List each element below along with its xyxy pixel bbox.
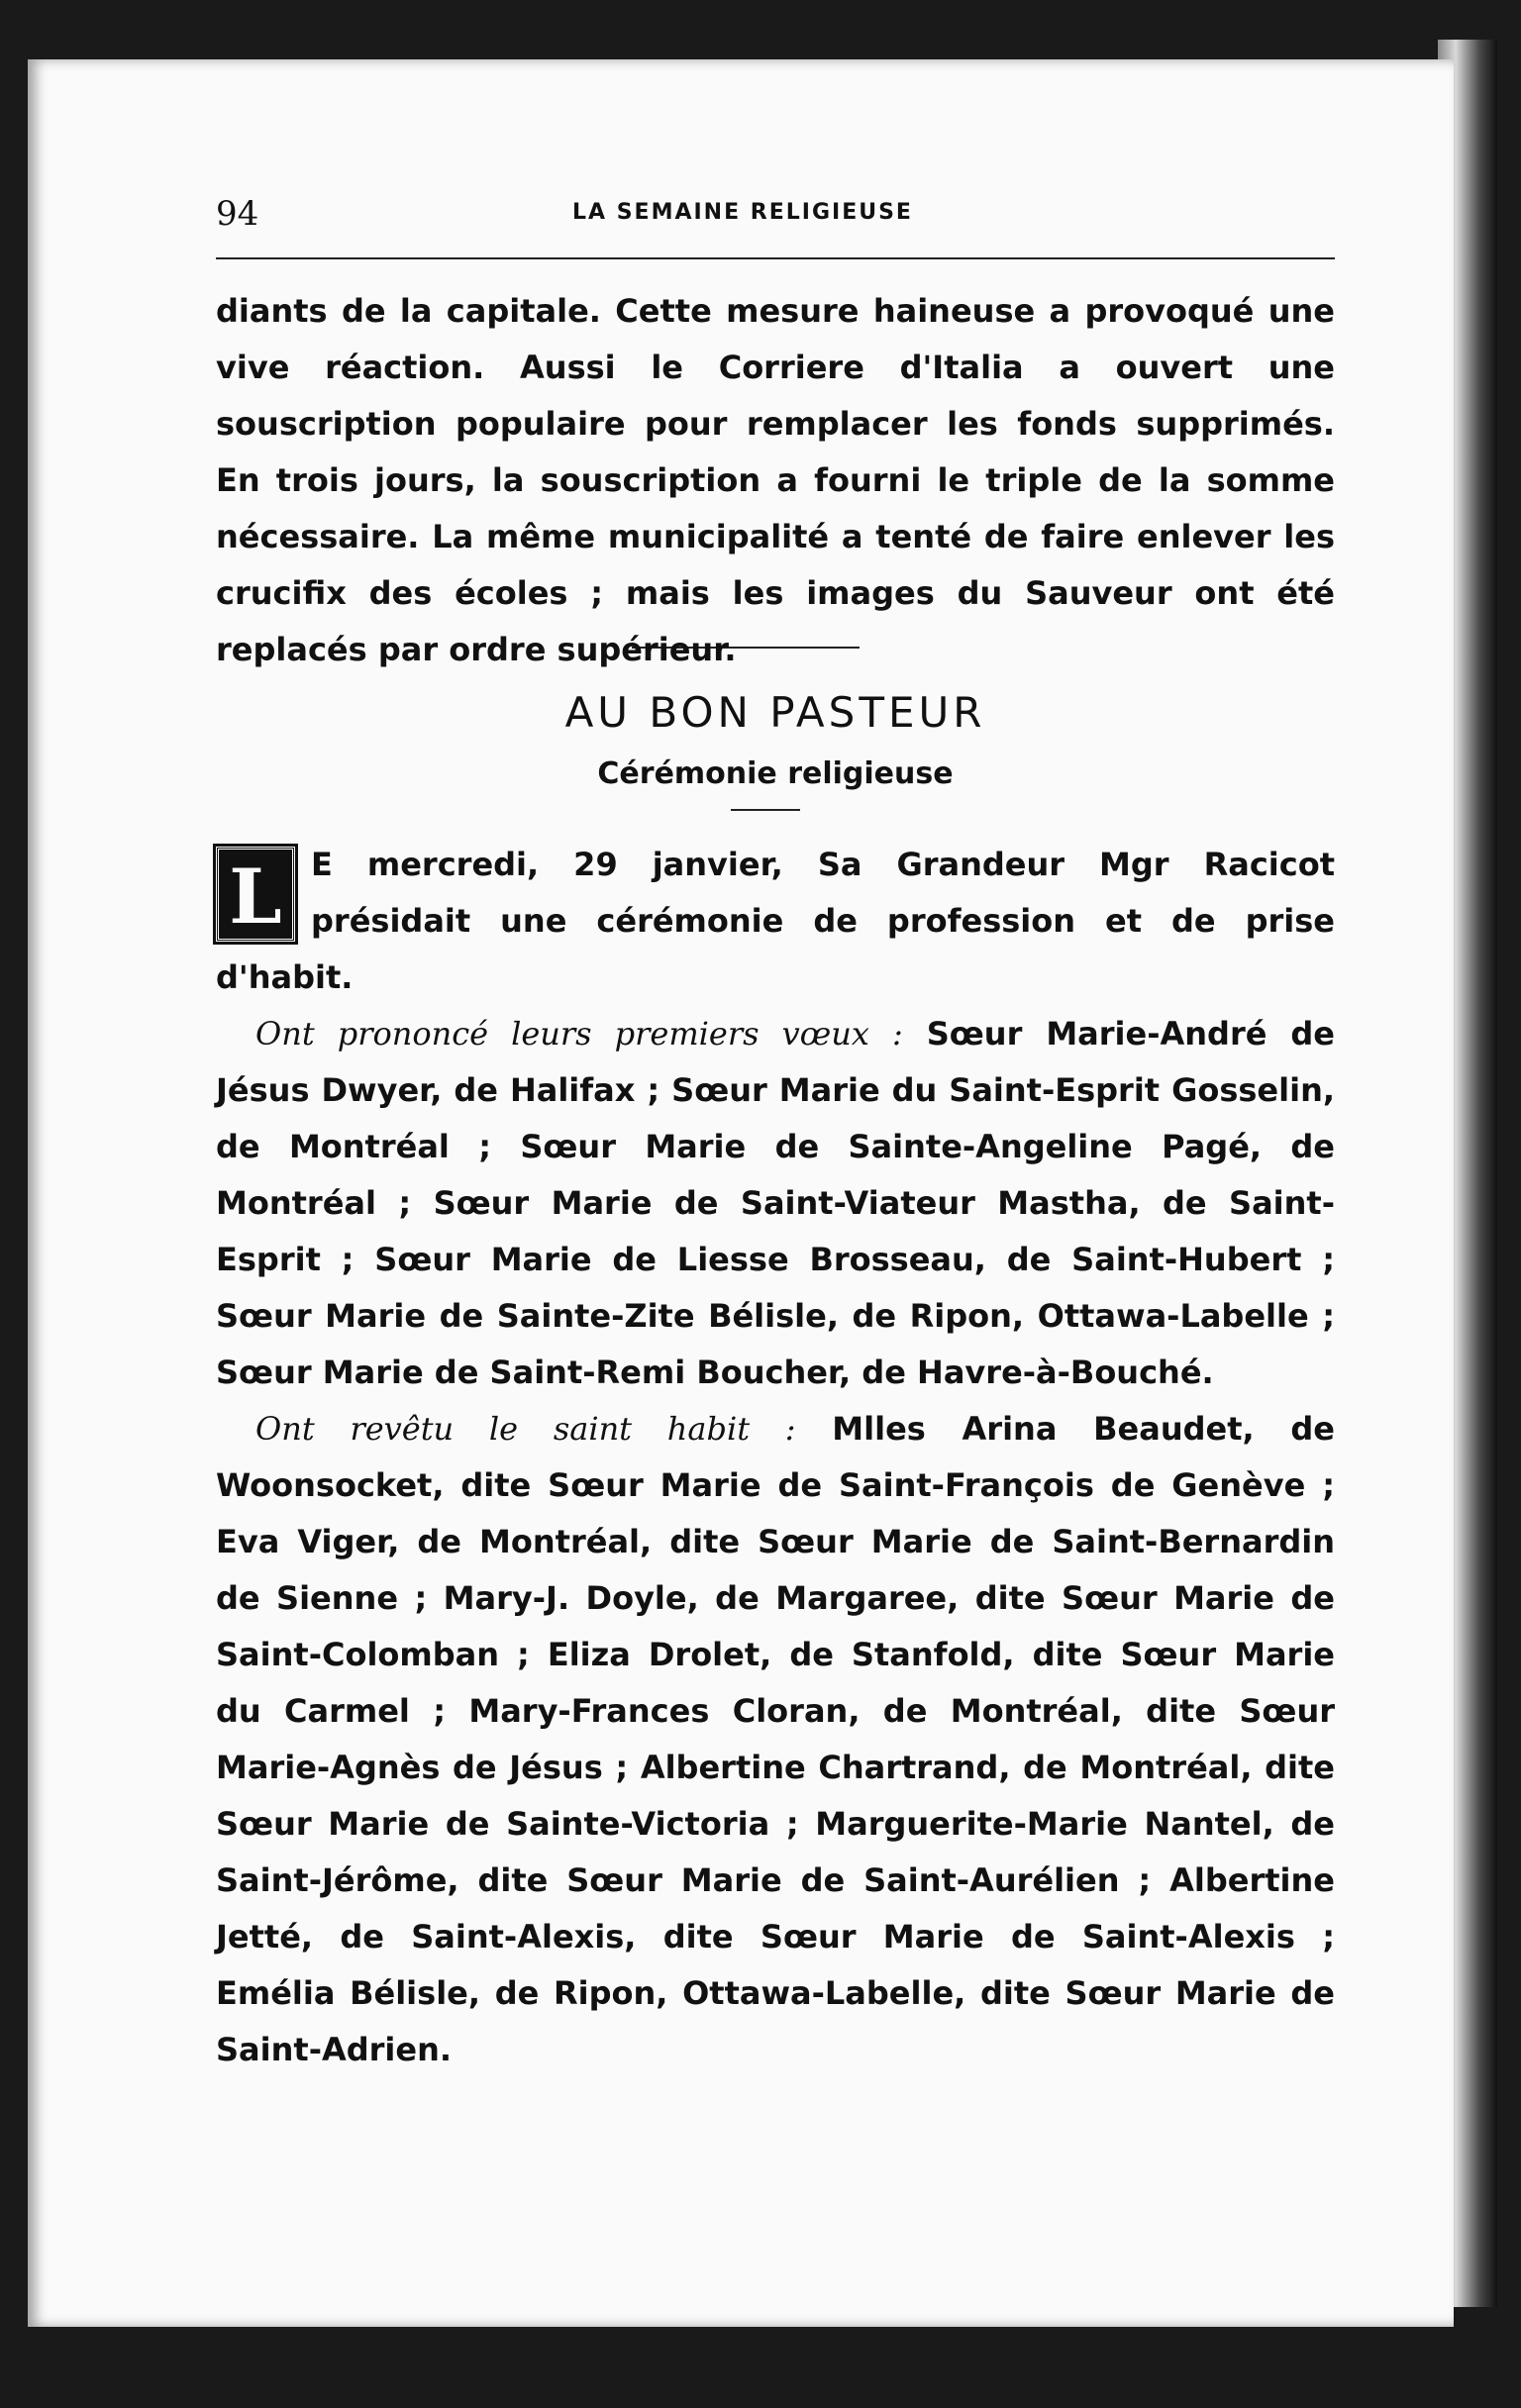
vows-label: Ont prononcé leurs premiers vœux : [255,1015,903,1053]
opening-text: E mercredi, 29 janvier, Sa Grandeur Mgr Racicot présidait une cérémonie de profession et de prise d'habit. [216,846,1335,996]
habit-text: Mlles Arina Beaudet, de Woonsocket, dite Sœur Marie de Saint-François de Genève ; Eva Viger, de Montréal, dite Sœur Marie de Saint-Bernardin de Sienne ; Mary-J. Doyle, de Margaree, dite Sœur Marie de Saint-Colomban ; Eliza Drolet, de Stanfold, dite Sœur Marie du Carmel ; Mary-Frances Cloran, de Montréal, dite Sœur Marie-Agnès de Jésus ; Albertine Chartrand, de Montréal, dite Sœur Marie de Sainte-Victoria ; Marguerite-Marie Nantel, de Saint-Jérôme, dite Sœur Marie de Saint-Aurélien ; Albertine Jetté, de Saint-Alexis, dite Sœur Marie de Saint-Alexis ; Emélia Bélisle, de Ripon, Ottawa-Labelle, dite Sœur Marie de Saint-Adrien. [216,1410,1336,2068]
running-head [216,188,1335,259]
subtitle-divider [731,809,800,811]
book-page [28,59,1454,2327]
intro-paragraph: diants de la capitale. Cette mesure haineuse a provoqué une vive réaction. Aussi le Corriere d'Italia a ouvert une souscription populaire pour remplacer les fonds supprimés. En trois jours, la souscription a fourni le triple de la somme nécessaire. La même municipalité a tenté de faire enlever les crucifix des écoles ; mais les images du Sauveur ont été replacés par ordre supérieur. [216,292,1335,668]
habit-label: Ont revêtu le saint habit : [255,1410,796,1448]
page-content [216,188,1335,2078]
habit-paragraph [216,1401,1335,2078]
dropcap-letter: L [216,847,295,942]
page-number: 94 [216,194,259,234]
opening-paragraph [216,837,1335,1006]
section-subtitle: Cérémonie religieuse [597,756,954,791]
section-title: AU BON PASTEUR [564,688,986,737]
running-head-title: LA SEMAINE RELIGIEUSE [572,200,913,225]
vows-paragraph [216,1006,1335,1401]
vows-text: Sœur Marie-André de Jésus Dwyer, de Halifax ; Sœur Marie du Saint-Esprit Gosselin, de Montréal ; Sœur Marie de Sainte-Angeline Pagé, de Montréal ; Sœur Marie de Saint-Viateur Mastha, de Saint-Esprit ; Sœur Marie de Liesse Brosseau, de Saint-Hubert ; Sœur Marie de Sainte-Zite Bélisle, de Ripon, Ottawa-Labelle ; Sœur Marie de Saint-Remi Boucher, de Havre-à-Bouché. [216,1015,1336,1391]
